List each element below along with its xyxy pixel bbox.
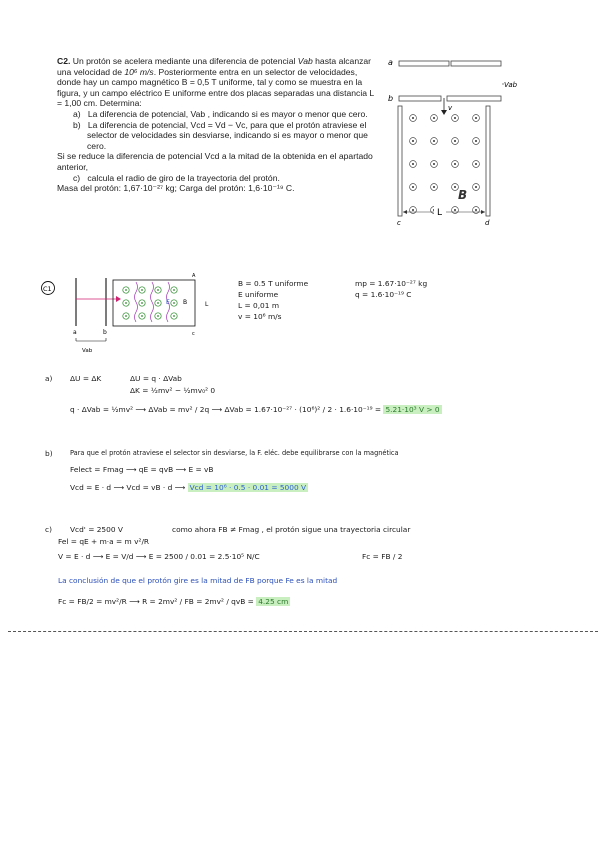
sketch-field-dot-center (141, 289, 143, 291)
part-a-line1: ΔU = ΔK (70, 374, 102, 383)
problem-constants: Masa del protón: 1,67·10⁻²⁷ kg; Carga del protón: 1,6·10⁻¹⁹ C. (57, 183, 295, 194)
problem-statement (57, 56, 377, 194)
problem-label: C2. (57, 56, 71, 66)
circle-label: C1 (43, 285, 52, 293)
field-dot-center (412, 163, 414, 165)
field-dot-center (412, 186, 414, 188)
dashed-separator (8, 631, 598, 632)
sketch-label-A: A (192, 273, 196, 279)
sketch-field-dot-center (125, 289, 127, 291)
problem-item-b: b) La diferencia de potencial, Vcd = Vd − Vc, para que el protón atraviese el selector de velocidades sin desviarse, indicando si es mayor o menor que cero. (73, 119, 368, 151)
plate-b-left (399, 96, 441, 101)
part-b-mark: b) (45, 449, 53, 458)
field-dot-center (412, 209, 414, 211)
part-a-line2: q · ΔVab = ½mv² ⟶ ΔVab = mv² / 2q ⟶ ΔVab = 1.67·10⁻²⁷ · (10⁶)² / 2 · 1.6·10⁻¹⁹ = 5.21·10³ V > 0 (70, 405, 440, 414)
part-c-line1: Vcd' = 2500 V (70, 525, 123, 534)
field-dot-center (475, 140, 477, 142)
sketch-label-E: E (166, 299, 170, 306)
part-c-line3b: Fc = FB / 2 (362, 552, 403, 561)
figure-label-L: L (437, 208, 443, 218)
figure-label-d: d (485, 219, 490, 227)
sketch-field-dot-center (125, 302, 127, 304)
problem-item-a: a) La diferencia de potencial, Vab , indicando si es mayor o menor que cero. (73, 108, 368, 119)
field-dot-center (454, 186, 456, 188)
part-c-line2: Fel = qE + m·a = m v²/R (58, 537, 150, 546)
field-dot-center (433, 117, 435, 119)
plate-a-right (451, 61, 501, 66)
solution-sketch (40, 268, 230, 358)
part-b-result: Vcd = 10⁶ · 0.5 · 0.01 = 5000 V (189, 483, 307, 492)
field-dot-center (454, 209, 456, 211)
field-dot-center (475, 163, 477, 165)
sketch-field-dot-center (141, 302, 143, 304)
sketch-label-b: b (103, 329, 107, 336)
sketch-field-dot-center (125, 315, 127, 317)
givens-left-1: E uniforme (238, 290, 279, 299)
sketch-label-B: B (183, 299, 188, 306)
givens-right-1: q = 1.6·10⁻¹⁹ C (355, 290, 412, 299)
field-dot-center (433, 186, 435, 188)
field-dot-center (454, 163, 456, 165)
sketch-field-dot-center (157, 302, 159, 304)
part-a-mark: a) (45, 374, 53, 383)
sketch-field-dot-center (173, 302, 175, 304)
sketch-field-dot-center (141, 315, 143, 317)
field-dots (410, 115, 480, 214)
part-c-mark: c) (45, 525, 52, 534)
field-dot-center (412, 140, 414, 142)
dim-arrow-right (481, 210, 485, 214)
field-dot-center (454, 140, 456, 142)
figure-label-b: b (388, 94, 394, 103)
part-c-line4: Fc = FB/2 = mv²/R ⟶ R = 2mv² / FB = 2mv² / qvB = 4.25 cm (58, 597, 289, 606)
part-a-line1b: ΔU = q · ΔVab (130, 374, 182, 383)
dim-arrow-left (403, 210, 407, 214)
sketch-field-dot-center (157, 315, 159, 317)
problem-figure (385, 52, 535, 232)
figure-label-v: v (448, 104, 453, 112)
sketch-label-c: c (192, 331, 195, 337)
figure-label-a: a (388, 58, 393, 67)
problem-item-c: c) calcula el radio de giro de la trayectoria del protón. (73, 172, 280, 183)
part-b-line2: Vcd = E · d ⟶ Vcd = vB · d ⟶ Vcd = 10⁶ · 0.5 · 0.01 = 5000 V (70, 483, 307, 492)
velocity-arrowhead (441, 110, 447, 115)
plate-a-left (399, 61, 449, 66)
part-c-blue-note: La conclusión de que el protón gire es la mitad de FB porque Fe es la mitad (58, 576, 338, 585)
field-dot-center (412, 117, 414, 119)
sketch-efield-line (135, 282, 138, 322)
part-c-line3: V = E · d ⟶ E = V/d ⟶ E = 2500 / 0.01 = 2.5·10⁵ N/C (58, 552, 260, 561)
field-dot-center (433, 140, 435, 142)
field-dot-center (475, 117, 477, 119)
problem-reduce: Si se reduce la diferencia de potencial Vcd a la mitad de la obtenida en el apartado anterior, (57, 151, 373, 172)
field-dot-center (454, 117, 456, 119)
givens-left-3: v = 10⁶ m/s (238, 312, 282, 321)
figure-label-c: c (397, 219, 401, 227)
sketch-efield-line (151, 282, 154, 322)
plate-d (486, 106, 490, 216)
figure-label-vab: Vab (504, 81, 518, 89)
givens-left-2: L = 0,01 m (238, 301, 280, 310)
sketch-field-dot-center (173, 289, 175, 291)
part-b-text: Para que el protón atraviese el selector sin desviarse, la F. eléc. debe equilibrarse con la magnética (70, 449, 399, 457)
plate-c (398, 106, 402, 216)
part-a-result: 5.21·10³ V > 0 (385, 405, 440, 414)
givens-right-0: mp = 1.67·10⁻²⁷ kg (355, 279, 428, 288)
sketch-field-dot-center (173, 315, 175, 317)
sketch-label-vab: Vab (82, 348, 93, 354)
part-c-result: 4.25 cm (258, 597, 289, 606)
part-c-line1b: como ahora FB ≠ Fmag , el protón sigue una trayectoria circular (172, 525, 411, 534)
sketch-field-dot-center (157, 289, 159, 291)
sketch-label-L: L (205, 301, 209, 308)
part-b-line1: Felect = Fmag ⟶ qE = qvB ⟶ E = vB (70, 465, 214, 474)
sketch-entry-arrowhead (116, 296, 121, 302)
givens-left-0: B = 0.5 T uniforme (238, 279, 309, 288)
figure-label-B: B (458, 188, 468, 202)
plate-b-right (447, 96, 501, 101)
problem-intro: C2. Un protón se acelera mediante una diferencia de potencial Vab hasta alcanzar una velocidad de 10⁶ m/s. Posteriormente entra en un selector de velocidades, donde hay un campo magnético B = 0,5 T uniforme, tal y como se muestra en la figura, y un campo eléctrico E uniforme entre dos placas separadas una distancia L = 1,00 cm. Determina: (57, 56, 374, 109)
field-dot-center (475, 186, 477, 188)
sketch-label-a: a (73, 329, 77, 336)
field-dot-center (475, 209, 477, 211)
part-a-line1c: ΔK = ½mv² − ½mv₀² 0 (130, 386, 216, 395)
field-dot-center (433, 163, 435, 165)
